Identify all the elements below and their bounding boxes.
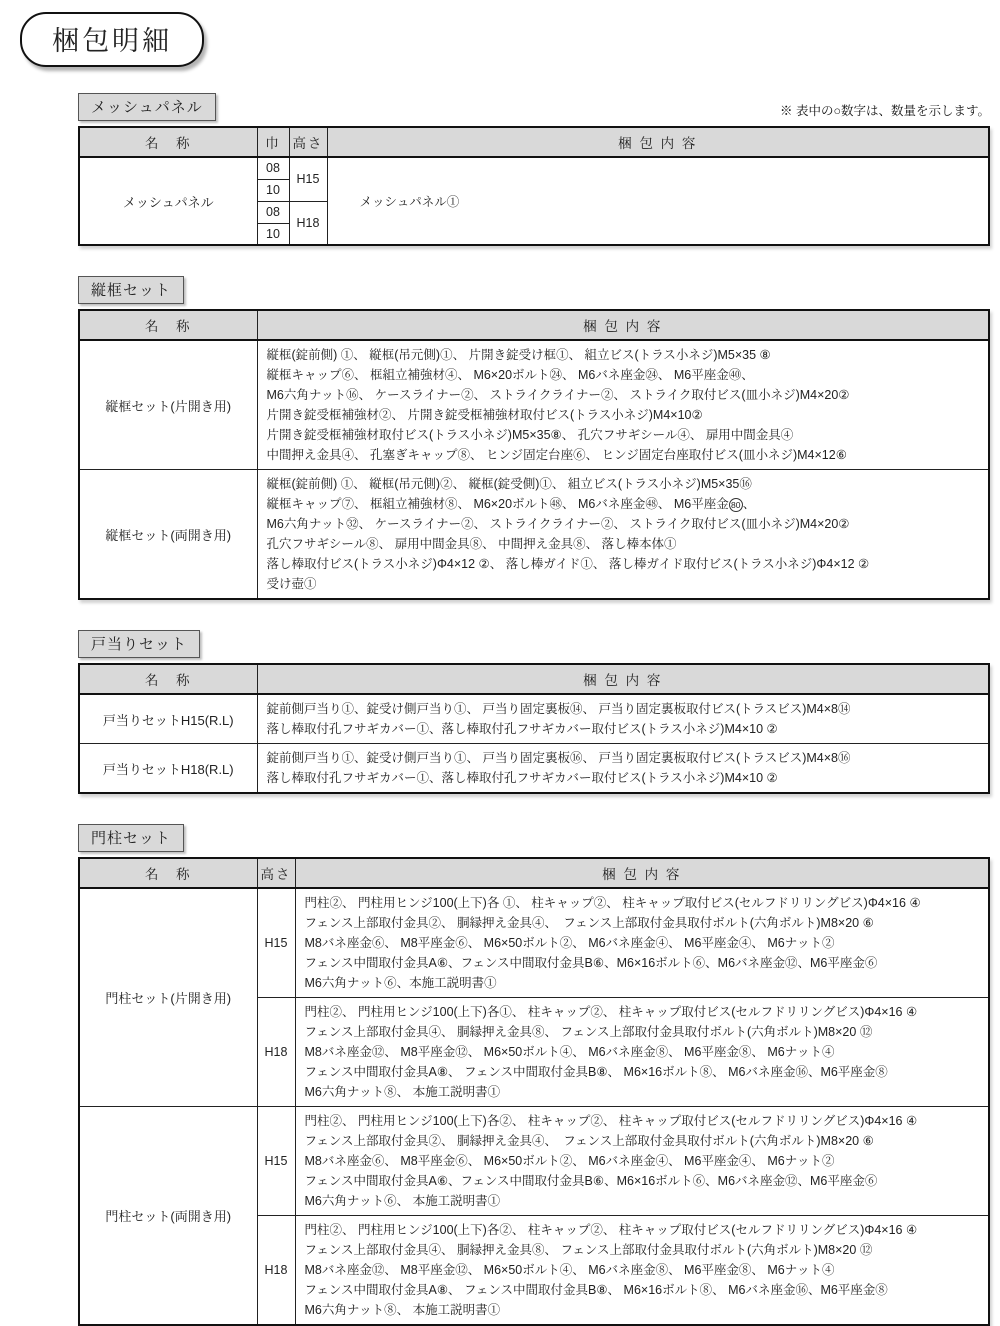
col-header-content: 梱 包 内 容 xyxy=(327,127,989,157)
content-line: 錠前側戸当り①、錠受け側戸当り①、 戸当り固定裏板⑯、 戸当り固定裏板取付ビス(トラスビス)M4×8⑯ xyxy=(266,751,851,765)
content-line: フェンス上部取付金具④、 胴縁押え金具⑧、 フェンス上部取付金具取付ボルト(六角ボルト)M8×20 ⑫ xyxy=(304,1025,873,1039)
row-name-cell: 門柱セット(片開き用) xyxy=(79,888,257,1107)
col-header-name: 名 称 xyxy=(79,127,257,157)
content-line: M6六角ナット⑯、 ケースライナー②、 ストライクライナー②、 ストライク取付ビス(皿小ネジ)M4×20② xyxy=(266,388,850,402)
col-header-width: 巾 xyxy=(257,127,289,157)
section-label-monchu: 門柱セット xyxy=(78,824,184,852)
content-line: M6六角ナット㉜、 ケースライナー②、 ストライクライナー②、 ストライク取付ビス(皿小ネジ)M4×20② xyxy=(266,517,850,531)
height-cell: H15 xyxy=(257,1107,295,1216)
content-line: M6六角ナット⑧、 本施工説明書① xyxy=(304,1303,501,1317)
mesh-panel-table xyxy=(78,126,990,246)
height-cell: H15 xyxy=(257,888,295,998)
table-row xyxy=(79,340,989,470)
mesh-height-cell: H15 xyxy=(289,157,327,201)
col-header-name: 名 称 xyxy=(79,664,257,694)
row-name-cell: 戸当りセットH18(R.L) xyxy=(79,744,257,794)
row-content-cell xyxy=(295,888,989,998)
row-name-cell: 縦框セット(両開き用) xyxy=(79,470,257,600)
content-line: 門柱②、 門柱用ヒンジ100(上下)各 ①、 柱キャップ②、 柱キャップ取付ビス(セルフドリリングビス)Φ4×16 ④ xyxy=(304,896,921,910)
row-name-cell: 戸当りセットH15(R.L) xyxy=(79,694,257,744)
page-title: 梱包明細 xyxy=(20,12,204,67)
content-line: 落し棒取付ビス(トラス小ネジ)Φ4×12 ②、 落し棒ガイド①、 落し棒ガイド取付ビス(トラス小ネジ)Φ4×12 ② xyxy=(266,557,870,571)
col-header-height: 高さ xyxy=(257,858,295,888)
content-line: フェンス中間取付金具A⑥、フェンス中間取付金具B⑥、M6×16ボルト⑥、M6バネ座金⑫、M6平座金⑥ xyxy=(304,956,878,970)
content-line: 片開き錠受框補強材②、 片開き錠受框補強材取付ビス(トラス小ネジ)M4×10② xyxy=(266,408,703,422)
toatari-table xyxy=(78,663,990,794)
table-row xyxy=(79,888,989,998)
height-cell: H18 xyxy=(257,1216,295,1326)
content-line: 落し棒取付孔フサギカバー①、落し棒取付孔フサギカバー取付ビス(トラス小ネジ)M4×10 ② xyxy=(266,722,778,736)
col-header-content: 梱 包 内 容 xyxy=(295,858,989,888)
section-monchu-set xyxy=(78,824,990,1326)
row-content-cell xyxy=(295,1216,989,1326)
content-line: M6六角ナット⑧、 本施工説明書① xyxy=(304,1085,501,1099)
content-line: 孔穴フサギシール⑧、 扉用中間金具⑧、 中間押え金具⑧、 落し棒本体① xyxy=(266,537,677,551)
content-line: 門柱②、 門柱用ヒンジ100(上下)各①、 柱キャップ②、 柱キャップ取付ビス(セルフドリリングビス)Φ4×16 ④ xyxy=(304,1005,918,1019)
content-line: 縦框キャップ⑦、 框組立補強材⑧、 M6×20ボルト㊽、 M6バネ座金㊽、 M6平座金 80 、 xyxy=(266,497,756,511)
row-content-cell xyxy=(257,340,989,470)
content-line: M8バネ座金⑫、 M8平座金⑫、 M6×50ボルト④、 M6バネ座金⑧、 M6平座金⑧、 M6ナット④ xyxy=(304,1263,835,1277)
content-line: フェンス上部取付金具②、 胴縁押え金具④、 フェンス上部取付金具取付ボルト(六角ボルト)M8×20 ⑥ xyxy=(304,1134,874,1148)
row-content-cell xyxy=(295,1107,989,1216)
content-line: 受け壺① xyxy=(266,577,317,591)
table-row xyxy=(79,744,989,794)
row-content-cell xyxy=(257,470,989,600)
height-cell: H18 xyxy=(257,998,295,1107)
quantity-note: ※ 表中の○数字は、数量を示します。 xyxy=(779,104,990,118)
table-row xyxy=(79,694,989,744)
section-mesh-panel xyxy=(78,93,990,246)
content-line: M8バネ座金⑥、 M8平座金⑥、 M6×50ボルト②、 M6バネ座金④、 M6平座金④、 M6ナット② xyxy=(304,1154,835,1168)
mesh-width-cell: 10 xyxy=(257,223,289,245)
tategamachi-table xyxy=(78,309,990,600)
content-line: フェンス中間取付金具A⑧、 フェンス中間取付金具B⑧、 M6×16ボルト⑧、 M6バネ座金⑯、M6平座金⑧ xyxy=(304,1065,888,1079)
row-content-cell xyxy=(295,998,989,1107)
mesh-width-cell: 10 xyxy=(257,179,289,201)
row-name-cell: 門柱セット(両開き用) xyxy=(79,1107,257,1326)
content-line: フェンス中間取付金具A⑥、フェンス中間取付金具B⑥、M6×16ボルト⑥、M6バネ座金⑫、M6平座金⑥ xyxy=(304,1174,878,1188)
col-header-name: 名 称 xyxy=(79,310,257,340)
content-line: 縦框(錠前側) ①、 縦框(吊元側)①、 片開き錠受け框①、 組立ビス(トラス小ネジ)M5×35 ⑧ xyxy=(266,348,771,362)
content-line: 縦框(錠前側) ①、 縦框(吊元側)②、 縦框(錠受側)①、 組立ビス(トラス小ネジ)M5×35⑯ xyxy=(266,477,752,491)
section-toatari-set xyxy=(78,630,990,794)
content-line: フェンス中間取付金具A⑧、 フェンス中間取付金具B⑧、 M6×16ボルト⑧、 M6バネ座金⑯、M6平座金⑧ xyxy=(304,1283,888,1297)
col-header-name: 名 称 xyxy=(79,858,257,888)
mesh-width-cell: 08 xyxy=(257,157,289,179)
content-line: M6六角ナット⑥、 本施工説明書① xyxy=(304,1194,501,1208)
row-content-cell xyxy=(257,744,989,794)
mesh-width-cell: 08 xyxy=(257,201,289,223)
section-label-tategamachi: 縦框セット xyxy=(78,276,184,304)
content-line: フェンス上部取付金具②、 胴縁押え金具④、 フェンス上部取付金具取付ボルト(六角ボルト)M8×20 ⑥ xyxy=(304,916,874,930)
content-line: 錠前側戸当り①、錠受け側戸当り①、 戸当り固定裏板⑭、 戸当り固定裏板取付ビス(トラスビス)M4×8⑭ xyxy=(266,702,851,716)
content-line: 門柱②、 門柱用ヒンジ100(上下)各②、 柱キャップ②、 柱キャップ取付ビス(セルフドリリングビス)Φ4×16 ④ xyxy=(304,1223,918,1237)
mesh-height-cell: H18 xyxy=(289,201,327,245)
row-content-cell xyxy=(257,694,989,744)
content-line: 落し棒取付孔フサギカバー①、落し棒取付孔フサギカバー取付ビス(トラス小ネジ)M4×10 ② xyxy=(266,771,778,785)
monchu-table xyxy=(78,857,990,1326)
content-line: フェンス上部取付金具④、 胴縁押え金具⑧、 フェンス上部取付金具取付ボルト(六角ボルト)M8×20 ⑫ xyxy=(304,1243,873,1257)
section-label-mesh-panel: メッシュパネル xyxy=(78,93,216,121)
col-header-content: 梱 包 内 容 xyxy=(257,664,989,694)
content-line: 門柱②、 門柱用ヒンジ100(上下)各②、 柱キャップ②、 柱キャップ取付ビス(セルフドリリングビス)Φ4×16 ④ xyxy=(304,1114,918,1128)
row-name-cell: 縦框セット(片開き用) xyxy=(79,340,257,470)
content-line: M8バネ座金⑥、 M8平座金⑥、 M6×50ボルト②、 M6バネ座金④、 M6平座金④、 M6ナット② xyxy=(304,936,835,950)
col-header-content: 梱 包 内 容 xyxy=(257,310,989,340)
section-label-toatari: 戸当りセット xyxy=(78,630,200,658)
mesh-content-cell: メッシュパネル① xyxy=(327,157,989,245)
section-tategamachi-set xyxy=(78,276,990,600)
content-line: 縦框キャップ⑥、 框組立補強材④、 M6×20ボルト㉔、 M6バネ座金㉔、 M6平座金㊵、 xyxy=(266,368,754,382)
content-line: 中間押え金具④、 孔塞ぎキャップ⑧、 ヒンジ固定台座⑥、 ヒンジ固定台座取付ビス(皿小ネジ)M4×12⑥ xyxy=(266,448,847,462)
content-line: 片開き錠受框補強材取付ビス(トラス小ネジ)M5×35⑧、 孔穴フサギシール④、 扉用中間金具④ xyxy=(266,428,794,442)
table-row xyxy=(79,1107,989,1216)
table-row xyxy=(79,470,989,600)
mesh-name-cell: メッシュパネル xyxy=(79,157,257,245)
col-header-height: 高さ xyxy=(289,127,327,157)
content-line: M6六角ナット⑥、本施工説明書① xyxy=(304,976,497,990)
content-line: M8バネ座金⑫、 M8平座金⑫、 M6×50ボルト④、 M6バネ座金⑧、 M6平座金⑧、 M6ナット④ xyxy=(304,1045,835,1059)
